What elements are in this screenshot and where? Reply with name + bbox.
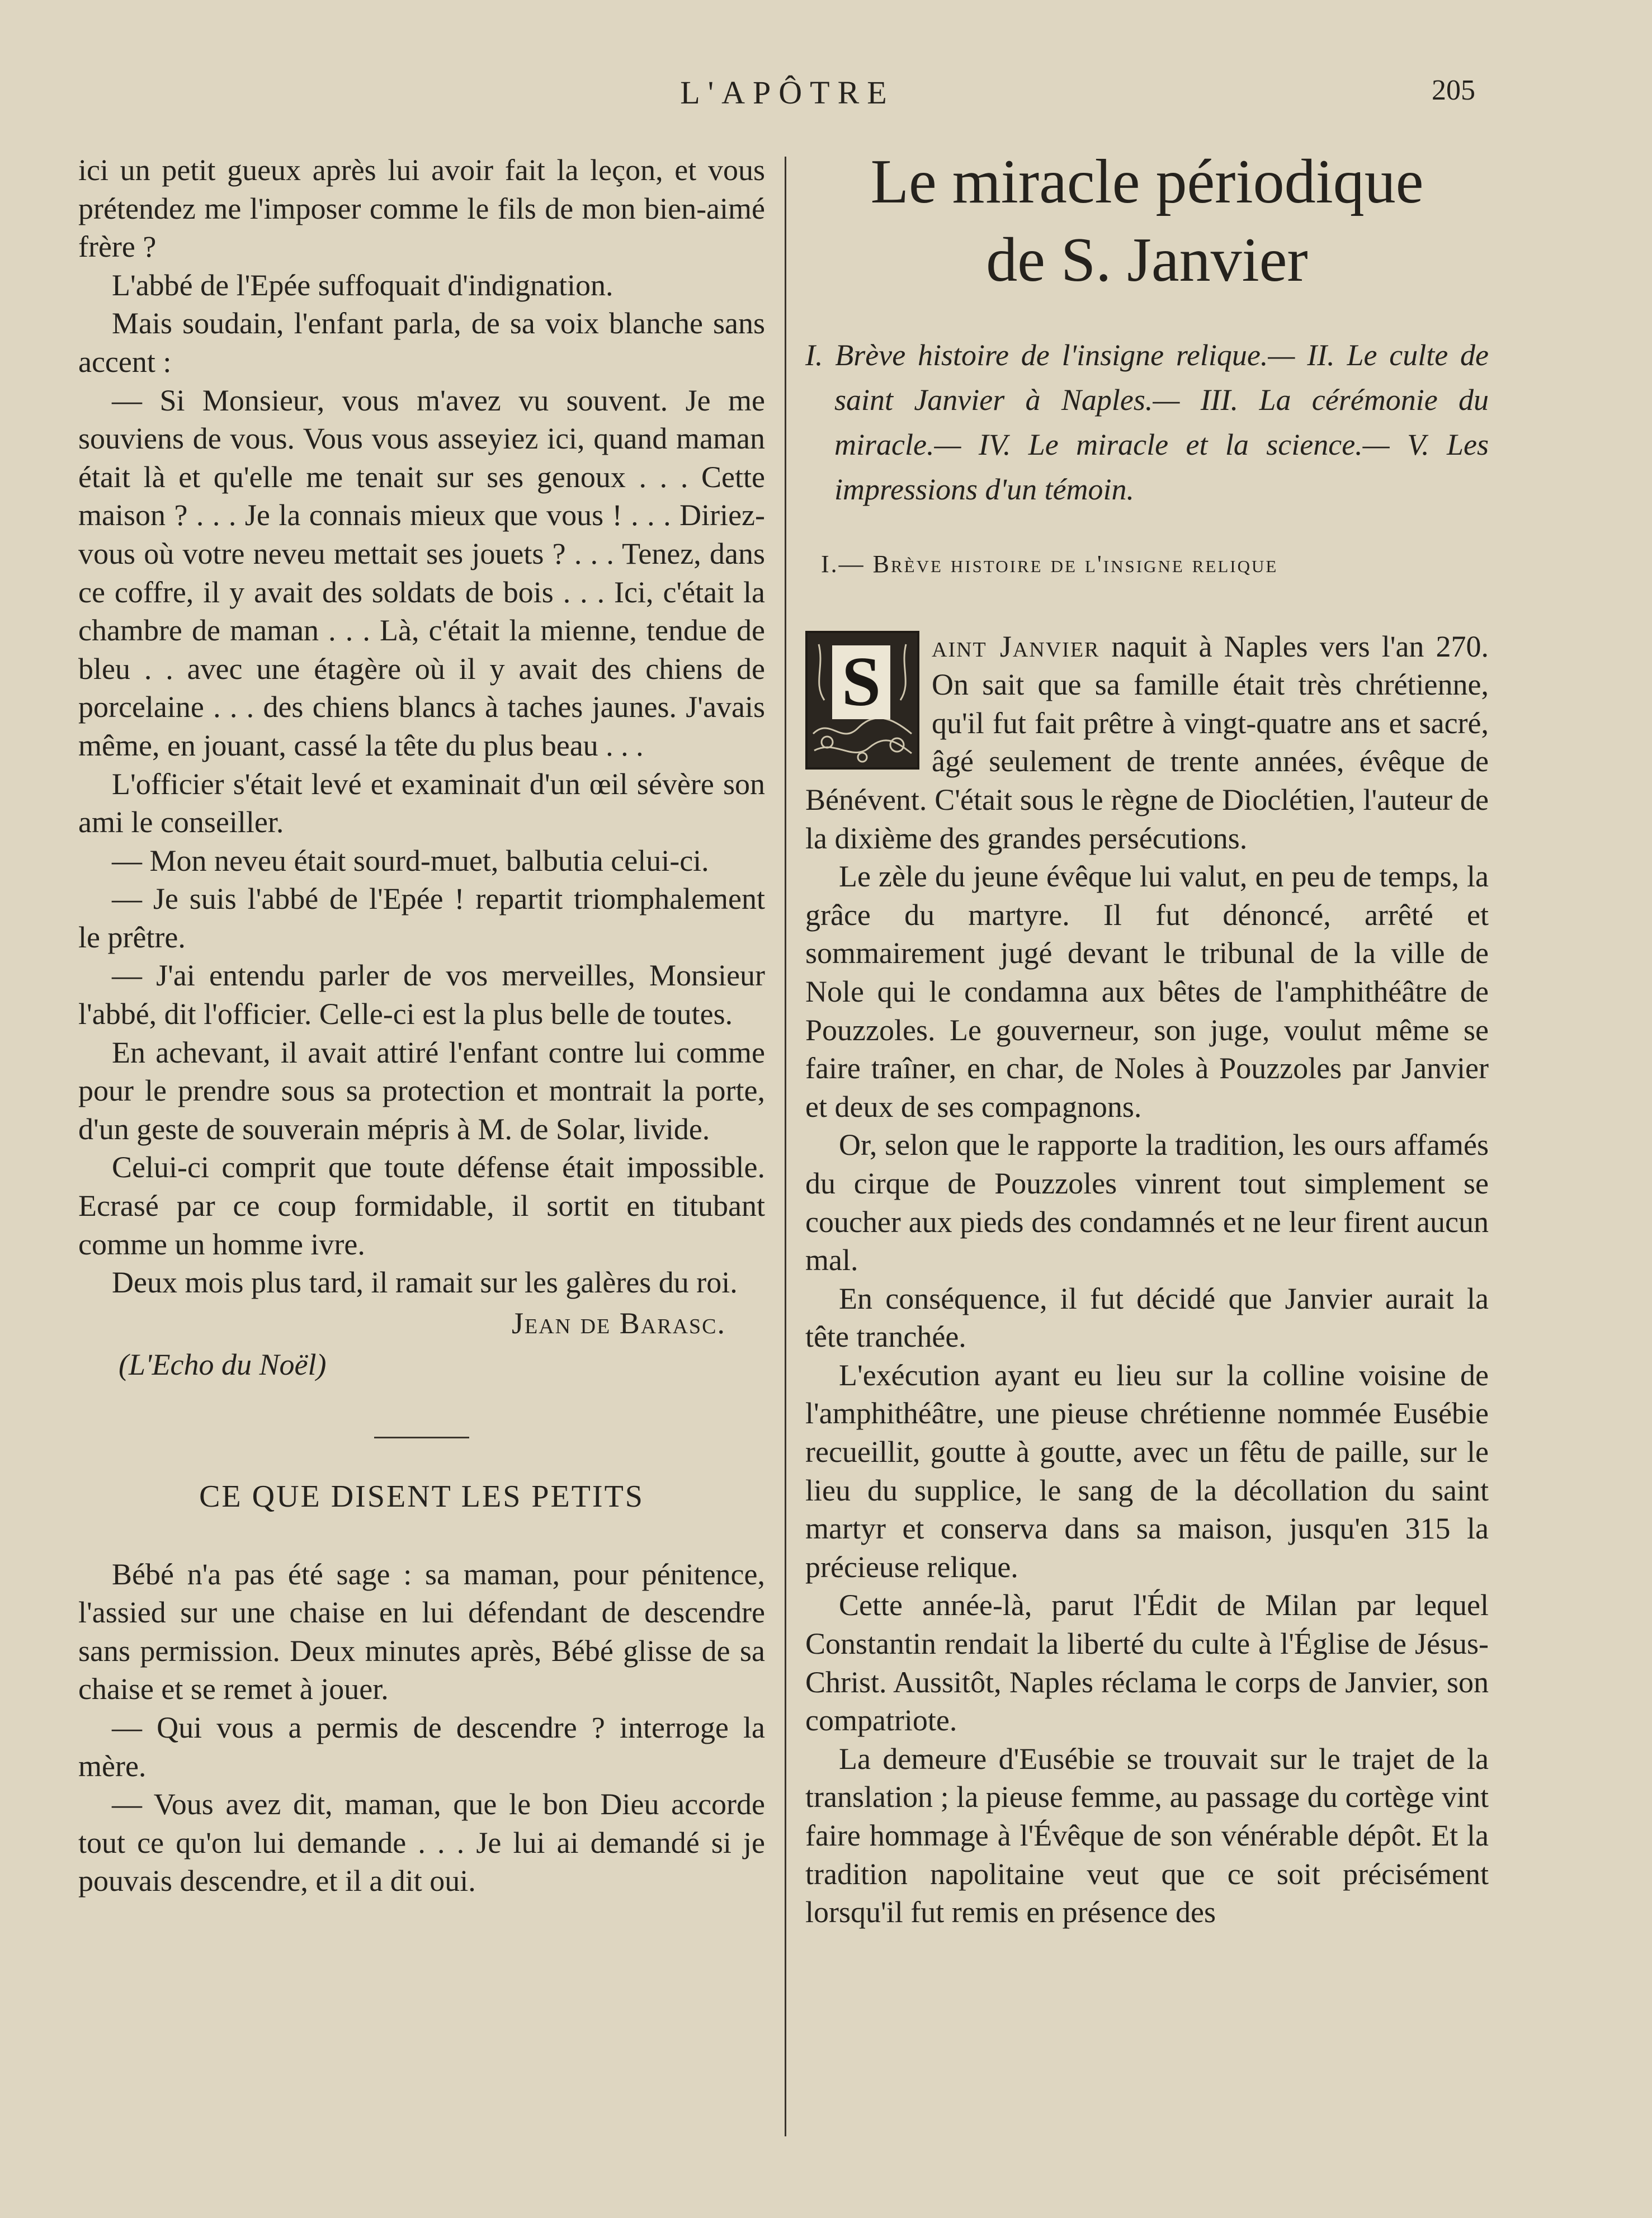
paragraph: L'abbé de l'Epée suffoquait d'indignation. xyxy=(112,268,613,302)
section-title: CE QUE DISENT LES PETITS xyxy=(199,1479,644,1514)
paragraph: Or, selon que le rapporte la tradition, les ours affamés du cirque de Pouzzoles vinrent tout simplement se coucher aux pieds des condamnés et ne leur firent aucun mal. xyxy=(805,1128,1489,1277)
section-rule xyxy=(374,1437,469,1438)
source-text: (L'Echo du Noël) xyxy=(119,1348,327,1382)
paragraph: Deux mois plus tard, il ramait sur les galères du roi. xyxy=(112,1266,738,1300)
right-column xyxy=(805,143,1489,1932)
article-title-line1: Le miracle périodique xyxy=(870,147,1424,216)
first-words: aint Janvier xyxy=(932,629,1100,663)
paragraph: — Qui vous a permis de descendre ? interroge la mère. xyxy=(78,1710,765,1783)
paragraph: En achevant, il avait attiré l'enfant contre lui comme pour le prendre sous sa protection et montrait la porte, d'un geste de souverain mépris à M. de Solar, livide. xyxy=(78,1035,765,1146)
column-divider xyxy=(785,157,786,2136)
running-title: L'APÔTRE xyxy=(680,74,895,111)
paragraph: Mais soudain, l'enfant parla, de sa voix blanche sans accent : xyxy=(78,306,765,379)
paragraph: Cette année-là, parut l'Édit de Milan par lequel Constantin rendait la liberté du culte à l'Église de Jésus-Christ. Aussitôt, Naples réclama le corps de Janvier, son compatriote. xyxy=(805,1588,1489,1738)
dropcap-letter: S xyxy=(832,645,890,719)
section-subhead: I.— Brève histoire de l'insigne relique xyxy=(821,550,1278,578)
first-paragraph xyxy=(805,627,1489,858)
paragraph: ici un petit gueux après lui avoir fait la leçon, et vous prétendez me l'imposer comme le fils de mon bien-aimé frère ? xyxy=(78,153,765,264)
paragraph: En conséquence, il fut décidé que Janvier aurait la tête tranchée. xyxy=(805,1281,1489,1354)
article-title xyxy=(805,143,1489,299)
dropcap-ornament xyxy=(805,631,919,770)
paragraph: — J'ai entendu parler de vos merveilles, Monsieur l'abbé, dit l'officier. Celle-ci est la plus belle de toutes. xyxy=(78,959,765,1031)
paragraph: Le zèle du jeune évêque lui valut, en peu de temps, la grâce du martyre. Il fut dénoncé, arrêté et sommairement jugé devant le tribunal de la ville de Nole qui le condamna aux bêtes de l'amphithéâtre de Pouzzoles. Le gouverneur, son juge, voulut même se faire traîner, en char, de Noles à Pouzzoles par Janvier et deux de ses compagnons. xyxy=(805,860,1489,1124)
paragraph: La demeure d'Eusébie se trouvait sur le trajet de la translation ; la pieuse femme, au passage du cortège vint faire hommage à l'Évêque de son vénérable dépôt. Et la tradition napolitaine veut que ce soit précisément lorsqu'il fut remis en présence des xyxy=(805,1742,1489,1929)
paragraph: — Mon neveu était sourd-muet, balbutia celui-ci. xyxy=(112,843,709,877)
paragraph: — Vous avez dit, maman, que le bon Dieu accorde tout ce qu'on lui demande . . . Je lui ai demandé si je pouvais descendre, et il a dit oui. xyxy=(78,1787,765,1898)
first-paragraph-text: naquit à Naples vers l'an 270. On sait que sa famille était très chrétienne, qu'il fut fait prêtre à vingt-quatre ans et sacré, âgé seulement de trente années, évêque de Bénévent. C'était sous le règne de Dioclétien, l'auteur de la dixième des grandes persécutions. xyxy=(805,629,1489,855)
paragraph: Celui-ci comprit que toute défense était impossible. Ecrasé par ce coup formidable, il sortit en titubant comme un homme ivre. xyxy=(78,1150,765,1261)
author-signature: Jean de Barasc. xyxy=(512,1306,726,1340)
left-column xyxy=(78,151,765,1900)
article-title-line2: de S. Janvier xyxy=(986,225,1308,295)
paragraph: L'officier s'était levé et examinait d'un œil sévère son ami le conseiller. xyxy=(78,767,765,839)
page-number: 205 xyxy=(1432,74,1475,106)
paragraph: — Je suis l'abbé de l'Epée ! repartit triomphalement le prêtre. xyxy=(78,882,765,954)
paragraph: L'exécution ayant eu lieu sur la colline voisine de l'amphithéâtre, une pieuse chrétienne nommée Eusébie recueillit, goutte à goutte, avec un fêtu de paille, sur le lieu du supplice, le sang de la décollation du saint martyr et conserva dans sa maison, jusqu'en 315 la précieuse relique. xyxy=(805,1358,1489,1584)
source-citation xyxy=(119,1346,765,1384)
paragraph: — Si Monsieur, vous m'avez vu souvent. Je me souviens de vous. Vous vous asseyiez ici, quand maman était là et qu'elle me tenait sur ses genoux . . . Cette maison ? . . . Je la connais mieux que vous ! . . . Diriez-vous où votre neveu mettait ses jouets ? . . . Tenez, dans ce coffre, il y avait des soldats de bois . . . Ici, c'était la chambre de maman . . . Là, c'était la mienne, tendue de bleu . . avec une étagère où il y avait des chiens de porcelaine . . . des chiens blancs à taches jaunes. J'avais même, en jouant, cassé la tête du plus beau . . . xyxy=(78,383,765,762)
article-summary: I. Brève histoire de l'insigne relique.— II. Le culte de saint Janvier à Naples.— III. La cérémonie du miracle.— IV. Le miracle et la science.— V. Les impressions d'un témoin. xyxy=(805,338,1489,506)
paragraph: Bébé n'a pas été sage : sa maman, pour pénitence, l'assied sur une chaise en lui défendant de descendre sans permission. Deux minutes après, Bébé glisse de sa chaise et se remet à jouer. xyxy=(78,1557,765,1706)
page-header xyxy=(0,74,1652,119)
